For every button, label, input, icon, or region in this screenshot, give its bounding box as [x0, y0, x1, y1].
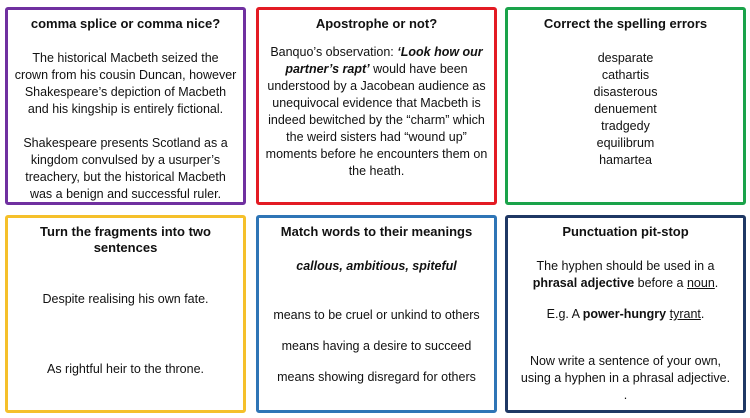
paragraph	[265, 44, 488, 180]
meaning: means having a desire to succeed	[281, 339, 472, 353]
meaning: means to be cruel or unkind to others	[273, 308, 480, 322]
card-punctuation	[505, 215, 746, 413]
fragment: As rightful heir to the throne.	[46, 362, 205, 376]
word: denuement	[594, 102, 657, 116]
text: would have been understood by a Jacobean audience as unequivocal evidence that Macbeth is indeed bewitched by the “charm” which the weird sisters had “wound up” moments before he encounters them on the heath.	[265, 62, 488, 178]
example	[514, 306, 737, 323]
text: The hyphen should be used in a	[536, 259, 715, 273]
card-apostrophe	[256, 7, 497, 205]
card-fragments	[5, 215, 246, 413]
card-spelling	[505, 7, 746, 205]
text: E.g. A	[546, 307, 583, 321]
paragraph: The historical Macbeth seized the crown from his cousin Duncan, however Shakespeare’s depiction of Macbeth and his kingship is entirely fictional.	[14, 51, 237, 116]
trailing-dot: .	[623, 388, 628, 402]
word: cathartis	[601, 68, 650, 82]
term-noun: noun	[686, 276, 715, 290]
word: desparate	[597, 51, 654, 65]
word: equilibrum	[596, 136, 655, 150]
term-phrasal-adjective: phrasal adjective	[532, 276, 635, 290]
word: tradgedy	[601, 119, 650, 133]
example-adjective: power-hungry	[582, 307, 667, 321]
card-match-words	[256, 215, 497, 413]
card-title: Apostrophe or not?	[315, 16, 438, 31]
card-title: Match words to their meanings	[280, 224, 473, 239]
word: hamartea	[599, 153, 652, 167]
text: .	[714, 276, 719, 290]
card-title: Correct the spelling errors	[543, 16, 708, 31]
meaning: means showing disregard for others	[277, 370, 476, 384]
card-title: Turn the fragments into two sentences	[40, 224, 211, 255]
text: .	[700, 307, 705, 321]
example-noun: tyrant	[669, 307, 701, 321]
word: disasterous	[593, 85, 658, 99]
paragraph: Shakespeare presents Scotland as a kingdom convulsed by a usurper’s treachery, but the historical Macbeth was a benign and successful ruler.	[23, 136, 228, 201]
text: before a	[634, 276, 687, 290]
word-list	[508, 50, 743, 169]
text: Banquo’s observation:	[270, 45, 398, 59]
task: Now write a sentence of your own, using a hyphen in a phrasal adjective.	[520, 354, 731, 385]
card-comma-splice	[5, 7, 246, 205]
fragment: Despite realising his own fate.	[42, 292, 209, 306]
quote: ‘Look how our partner’s rapt’	[285, 45, 483, 76]
card-title: comma splice or comma nice?	[30, 16, 221, 31]
card-title: Punctuation pit-stop	[562, 224, 689, 239]
rule	[514, 258, 737, 292]
word-set: callous, ambitious, spiteful	[296, 259, 457, 273]
